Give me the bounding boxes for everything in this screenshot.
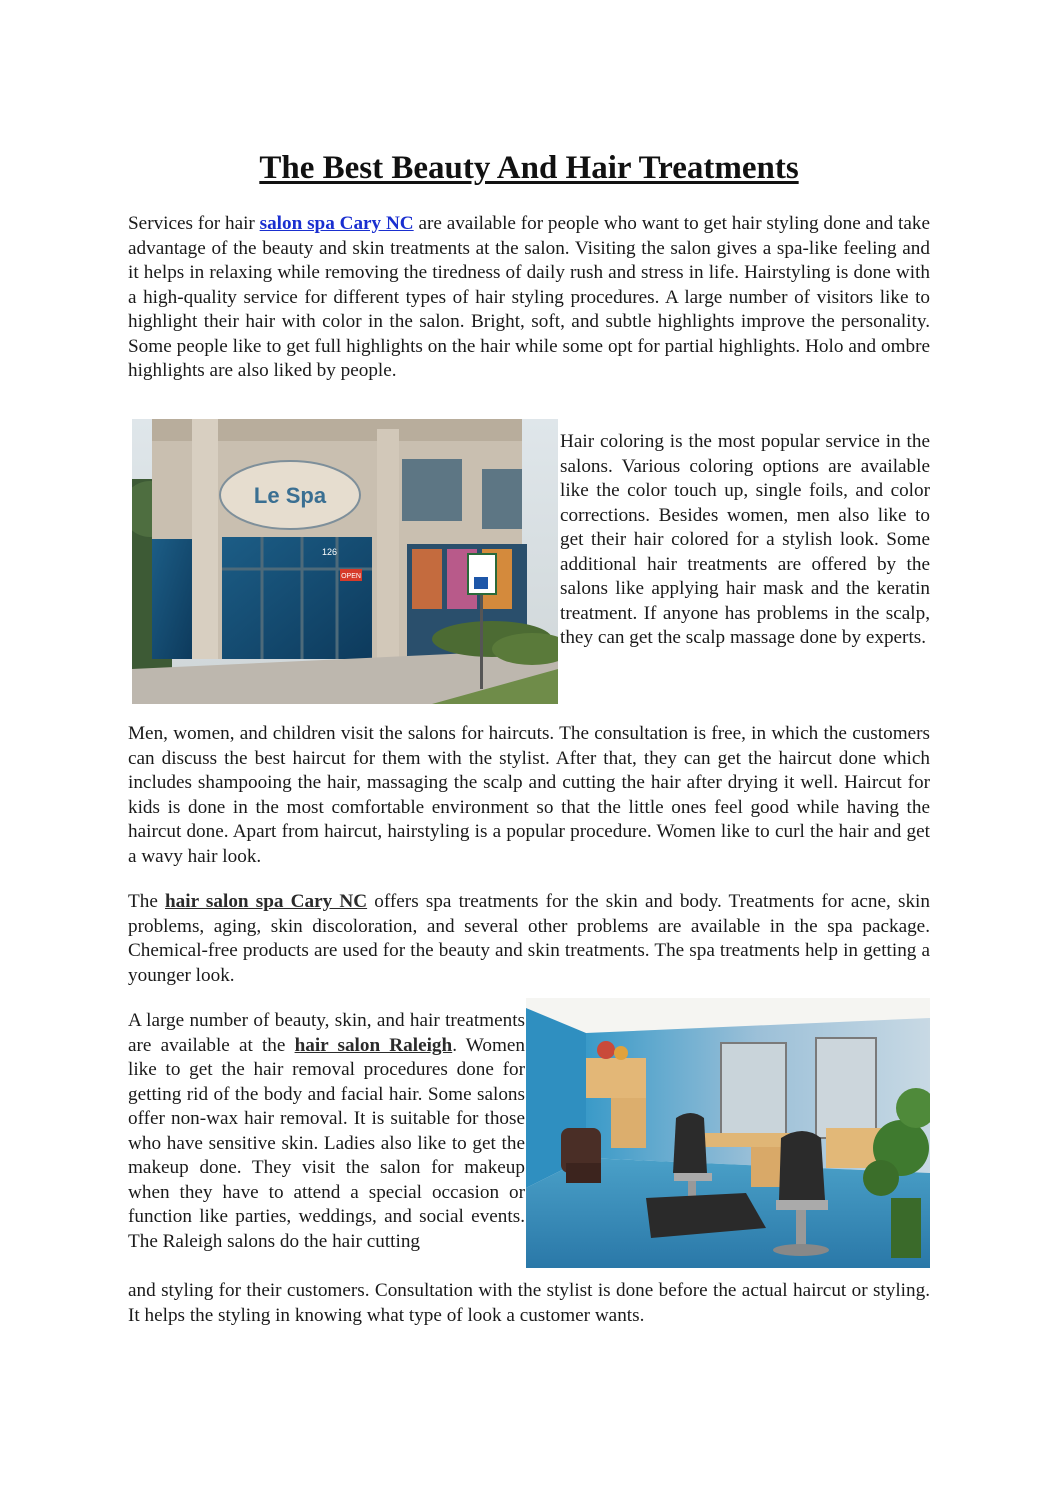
paragraph-beauty-skin-continued: and styling for their customers. Consultation with the stylist is done before the actual haircut or styling. It helps the styling in knowing what type of look a customer wants.: [128, 1280, 930, 1326]
svg-text:Le Spa: Le Spa: [253, 483, 327, 508]
salon-spa-cary-link[interactable]: salon spa Cary NC: [259, 213, 414, 234]
svg-text:OPEN: OPEN: [341, 573, 361, 580]
paragraph-beauty-skin: A large number of beauty, skin, and hair treatments are available at the hair salon Raleigh. Women like to get the hair removal procedures done for getting rid of the body and facial hair. Some salons offer non-wax hair removal. It is suitable for those who have sensitive skin. Ladies also like to get the makeup done. They visit the salon for makeup when they have to attend a special occasion or function like parties, weddings, and social events. The Raleigh salons do the hair cutting: [128, 1010, 525, 1252]
spa-logo-sign: [220, 461, 360, 529]
hair-salon-raleigh-link[interactable]: hair salon Raleigh: [294, 1034, 453, 1056]
paragraph-intro: Services for hair salon spa Cary NC are available for people who want to get hair styling done and take advantage of the beauty and skin treatments at the salon. Visiting the salon gives a spa-like feeling and it helps in relaxing while removing the tiredness of daily rush and stress in life. Hairstyling is done with a high-quality service for different types of hair styling procedures. A large number of visitors like to highlight their hair with color in the salon. Bright, soft, and subtle highlights improve the personality. Some people like to get full highlights on the hair while some opt for partial highlights. Holo and ombre highlights are also liked by people.: [128, 213, 930, 381]
page-title: The Best Beauty And Hair Treatments: [259, 150, 799, 186]
salon-interior-image: [526, 998, 930, 1268]
paragraph-spa-treatments: The hair salon spa Cary NC offers spa treatments for the skin and body. Treatments for acne, skin problems, aging, skin discoloration, and several other problems are available in the spa package. Chemical-free products are used for the beauty and skin treatments. The spa treatments help in getting a younger look.: [128, 891, 930, 986]
svg-text:126: 126: [322, 547, 338, 557]
paragraph-hair-coloring: Hair coloring is the most popular service in the salons. Various coloring options are available like the color touch up, single foils, and color corrections. Besides women, men also like to get their hair colored for a stylish look. Some additional hair treatments are offered by the salons like applying hair mask and the keratin treatment. If anyone has problems in the scalp, they can get the scalp massage done by experts.: [560, 431, 930, 648]
salon-storefront-image: [132, 419, 558, 704]
paragraph-haircuts: Men, women, and children visit the salons for haircuts. The consultation is free, in which the customers can discuss the best haircut for them with the stylist. After that, they can get the haircut done which includes shampooing the hair, massaging the scalp and cutting the hair after drying it well. Haircut for kids is done in the most comfortable environment so that the little ones feel good while having the haircut done. Apart from haircut, hairstyling is a popular procedure. Women like to curl the hair and get a wavy hair look.: [128, 723, 930, 867]
hair-salon-spa-cary-link[interactable]: hair salon spa Cary NC: [165, 891, 368, 912]
